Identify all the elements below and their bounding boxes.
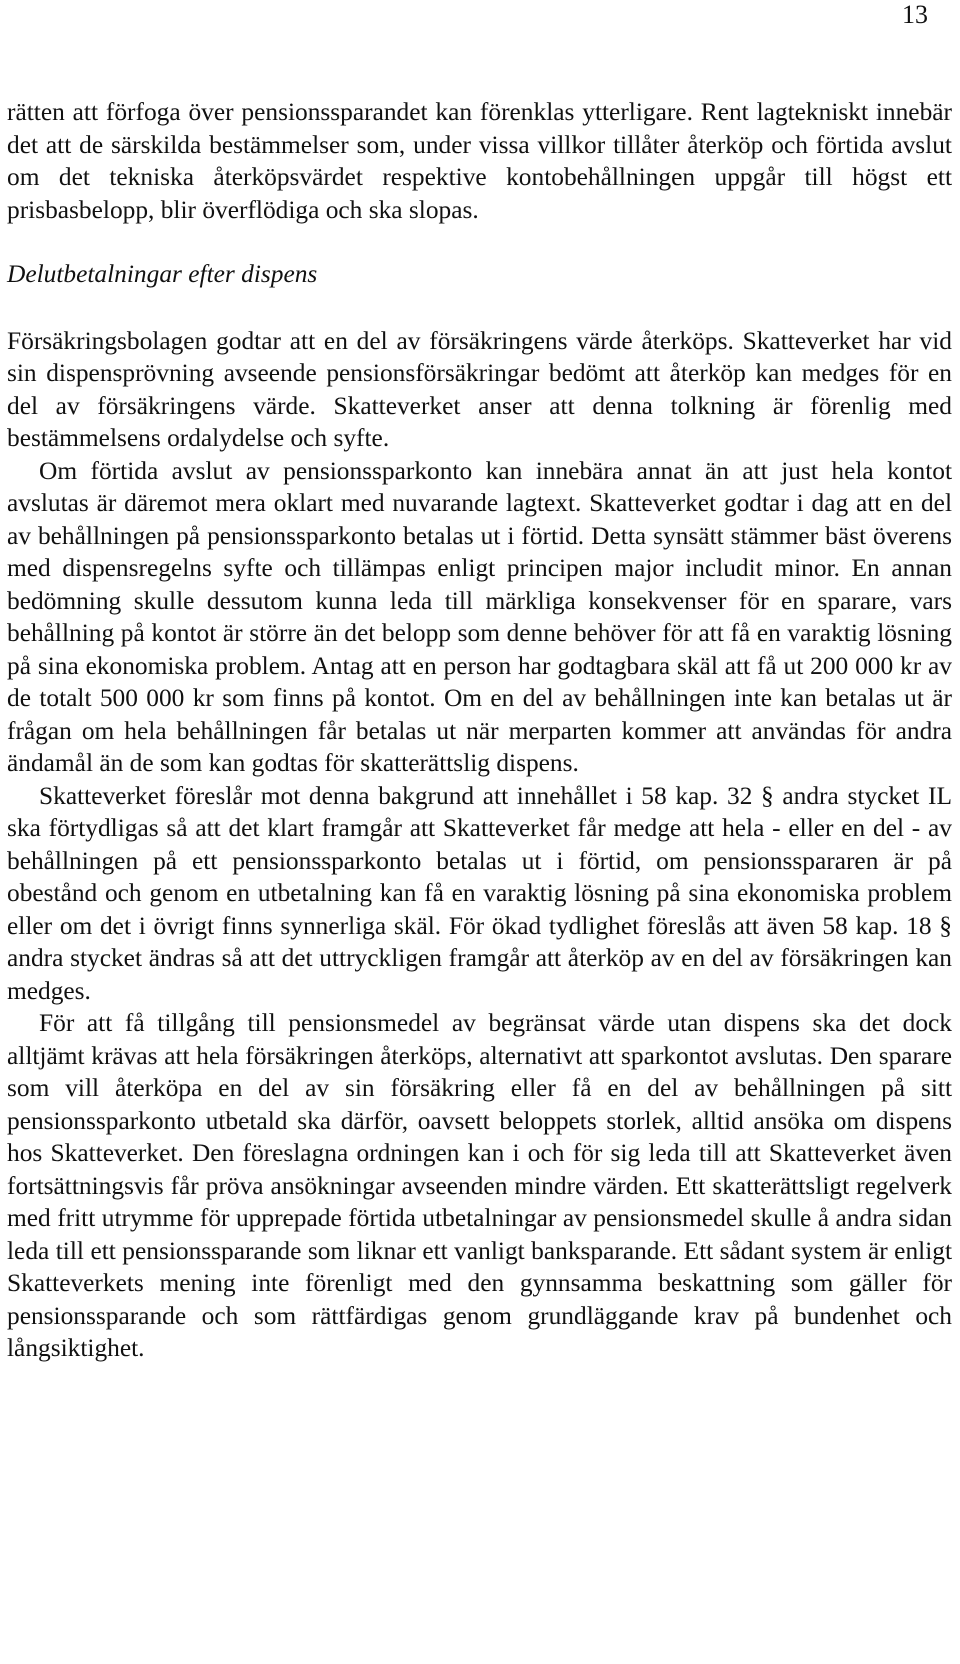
paragraph: Om förtida avslut av pensionssparkonto kan innebära annat än att just hela kontot avslutas är däremot mera oklart med nuvarande lagtext. Skatteverket godtar i dag att en del av behållningen på pensionssparkonto betalas ut i förtid. Detta synsätt stämmer bäst överens med dispensregelns syfte och tillämpas enligt principen major includit minor. En annan bedömning skulle dessutom kunna leda till märkliga konsekvenser för en sparare, vars behållning på kontot är större än det belopp som denne behöver för att få en varaktig lösning på sina ekonomiska problem. Antag att en person har godtagbara skäl att få ut 200 000 kr av de totalt 500 000 kr som finns på kontot. Om en del av behållningen inte kan betalas ut är frågan om hela behållningen får betalas ut när merparten kommer att användas för andra ändamål än de som kan godtas för skatterättslig dispens. <box>7 456 952 777</box>
page-number: 13 <box>902 0 928 29</box>
section-heading: Delutbetalningar efter dispens <box>7 260 318 288</box>
paragraph: Försäkringsbolagen godtar att en del av försäkringens värde återköps. Skatteverket har vid sin dispensprövning avseende pensionsförsäkringar bedömt att återköp kan medges för en del av försäkringens värde. Skatteverket anser att denna tolkning är förenlig med bestämmelsens ordalydelse och syfte. <box>7 326 952 452</box>
paragraph-continued: rätten att förfoga över pensionssparandet kan förenklas ytterligare. Rent lagtekniskt innebär det att de särskilda bestämmelser som, under vissa villkor tillåter återköp och förtida avslut om det tekniska återköpsvärdet respektive kontobehållningen uppgår till högst ett prisbasbelopp, blir överflödiga och ska slopas. <box>7 98 952 224</box>
paragraph: Skatteverket föreslår mot denna bakgrund att innehållet i 58 kap. 32 § andra stycket IL ska förtydligas så att det klart framgår att Skatteverket får medge att hela - eller en del - av behållningen på ett pensionssparkonto betalas ut i förtid, om pensionsspararen är på obestånd och genom en utbetalning kan få en varaktig lösning på sina ekonomiska problem eller om det i övrigt finns synnerliga skäl. För ökad tydlighet föreslås att även 58 kap. 18 § andra stycket ändras så att det uttryckligen framgår att återköp av en del av försäkringen kan medges. <box>7 781 952 1005</box>
document-body <box>7 96 952 1365</box>
paragraph: För att få tillgång till pensionsmedel av begränsat värde utan dispens ska det dock alltjämt krävas att hela försäkringen återköps, alternativt att sparkontot avslutas. Den sparare som vill återköpa en del av sin försäkring eller få en del av behållningen på sitt pensionssparkonto utbetald ska därför, oavsett beloppets storlek, alltid ansöka om dispens hos Skatteverket. Den föreslagna ordningen kan i och för sig leda till att Skatteverket även fortsättningsvis får pröva ansökningar avseenden mindre värden. Ett skatterättsligt regelverk med fritt utrymme för upprepade förtida utbetalningar av pensionsmedel skulle å andra sidan leda till ett pensionssparande som liknar ett vanligt banksparande. Ett sådant system är enligt Skatteverkets mening inte förenligt med den gynnsamma beskattning som gäller för pensionssparande och som rättfärdigas genom grundläggande krav på bundenhet och långsiktighet. <box>7 1009 952 1362</box>
